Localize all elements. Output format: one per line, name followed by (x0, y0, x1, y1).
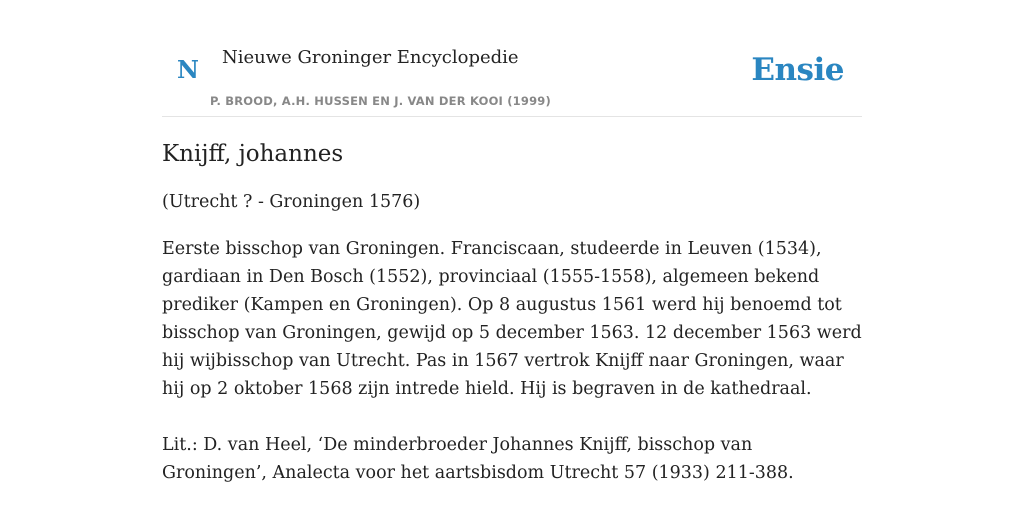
entry-subtitle: (Utrecht ? - Groningen 1576) (162, 192, 421, 212)
encyclopedia-logo[interactable]: N (177, 55, 199, 84)
entry-title: Knijff, johannes (162, 141, 344, 167)
ensie-logo[interactable]: Ensie (751, 52, 844, 88)
entry-body: Eerste bisschop van Groningen. Franciscaan, studeerde in Leuven (1534), gardiaan in Den Bosch (1552), provinciaal (1555-1558), algemeen bekend prediker (Kampen en Groningen). Op 8 augustus 1561 werd hij benoemd tot bisschop van Groningen, gewijd op 5 december 1563. 12 december 1563 werd hij wijbisschop van Utrecht. Pas in 1567 vertrok Knijff naar Groningen, waar hij op 2 oktober 1568 zijn intrede hield. Hij is begraven in de kathedraal. (162, 239, 862, 399)
encyclopedia-title[interactable]: Nieuwe Groninger Encyclopedie (222, 47, 519, 68)
entry-literature: Lit.: D. van Heel, ‘De minderbroeder Johannes Knijff, bisschop van Groningen’, Analecta voor het aartsbisdom Utrecht 57 (1933) 211-388. (162, 435, 794, 483)
entry-content (162, 138, 862, 487)
encyclopedia-authors: P. BROOD, A.H. HUSSEN EN J. VAN DER KOOI (1999) (210, 94, 551, 108)
encyclopedia-header (162, 0, 862, 117)
